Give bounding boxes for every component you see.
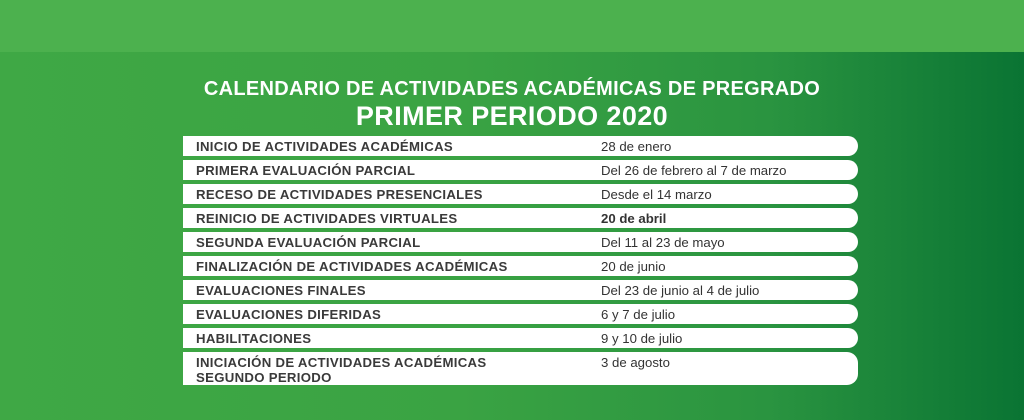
activity-label: FINALIZACIÓN DE ACTIVIDADES ACADÉMICAS xyxy=(196,259,508,274)
activity-date: Del 26 de febrero al 7 de marzo xyxy=(601,163,787,178)
activity-label: REINICIO DE ACTIVIDADES VIRTUALES xyxy=(196,211,458,226)
activity-label: RECESO DE ACTIVIDADES PRESENCIALES xyxy=(196,187,483,202)
activity-label: SEGUNDA EVALUACIÓN PARCIAL xyxy=(196,235,421,250)
schedule-row-primera-evaluacion xyxy=(183,160,858,180)
calendar-title: CALENDARIO DE ACTIVIDADES ACADÉMICAS DE PREGRADO xyxy=(203,78,821,100)
calendar-subtitle: PRIMER PERIODO 2020 xyxy=(355,101,669,131)
activity-date: 20 de junio xyxy=(601,259,666,274)
activity-date: Del 11 al 23 de mayo xyxy=(601,235,725,250)
activity-date: Desde el 14 marzo xyxy=(601,187,712,202)
schedule-row-evaluaciones-finales xyxy=(183,280,858,300)
schedule-row-finalizacion xyxy=(183,256,858,276)
activity-label: EVALUACIONES DIFERIDAS xyxy=(196,307,382,322)
schedule-row-habilitaciones xyxy=(183,328,858,348)
activity-label: INICIO DE ACTIVIDADES ACADÉMICAS xyxy=(196,139,453,154)
activity-date: 28 de enero xyxy=(601,139,672,154)
activity-date: 20 de abril xyxy=(601,211,667,226)
schedule-row-reinicio xyxy=(183,208,858,228)
activity-label-line2: SEGUNDO PERIODO xyxy=(196,370,332,385)
activity-label: PRIMERA EVALUACIÓN PARCIAL xyxy=(196,163,416,178)
activity-label-line1: INICIACIÓN DE ACTIVIDADES ACADÉMICAS xyxy=(196,355,487,370)
schedule-table xyxy=(183,136,858,389)
activity-date: 6 y 7 de julio xyxy=(601,307,676,322)
activity-label xyxy=(196,355,586,385)
schedule-row-segunda-evaluacion xyxy=(183,232,858,252)
activity-date: Del 23 de junio al 4 de julio xyxy=(601,283,760,298)
activity-date: 9 y 10 de julio xyxy=(601,331,683,346)
top-band xyxy=(0,0,1024,52)
activity-label: HABILITACIONES xyxy=(196,331,312,346)
activity-date: 3 de agosto xyxy=(601,355,670,370)
schedule-row-receso xyxy=(183,184,858,204)
schedule-row-inicio xyxy=(183,136,858,156)
activity-label: EVALUACIONES FINALES xyxy=(196,283,366,298)
schedule-row-iniciacion-segundo-periodo xyxy=(183,352,858,385)
schedule-row-evaluaciones-diferidas xyxy=(183,304,858,324)
